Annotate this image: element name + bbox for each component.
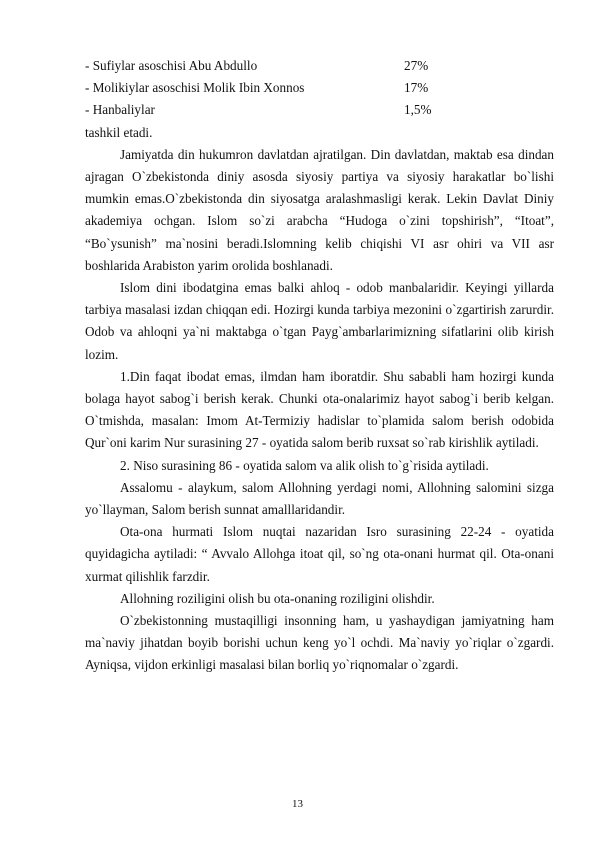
list-item xyxy=(85,55,554,77)
list-item-percent: 1,5% xyxy=(404,102,432,118)
paragraph: Jamiyatda din hukumron davlatdan ajratilgan. Din davlatdan, maktab esa dindan ajragan O`zbekistonda diniy asosda siyosiy partiya va siyosiy harakatlar bo`lishi mumkin emas.O`zbekistonda din siyosatga aralashmasligi kerak. Lekin Davlat Diniy akademiya ochgan. Islom so`zi arabcha “Hudoga o`zini topshirish”, “Itoat”, “Bo`ysunish” ma`nosini beradi.Islomning kelib chiqishi VI asr ohiri va VII asr boshlarida Arabiston yarim orolida boshlanadi. xyxy=(85,146,554,273)
paragraph: 1.Din faqat ibodat emas, ilmdan ham iboratdir. Shu sababli ham hozirgi kunda bolaga hayot sabog`i berish kerak. Chunki ota-onalarimiz hayot sabog`i berib kelgan. O`tmishda, masalan: Imom At-Termiziy hadislar to`plamida salom berish odobida Qur`oni karim Nur surasining 27 - oyatida salom berib ruxsat so`rab kirishlik aytiladi. xyxy=(85,368,554,451)
list-item-label: - Molikiylar asoschisi Molik Ibin Xonnos xyxy=(85,80,305,96)
paragraph: Ota-ona hurmati Islom nuqtai nazaridan Isro surasining 22-24 - oyatida quyidagicha aytiladi: “ Avvalo Allohga itoat qil, so`ng ota-onani hurmat qil. Ota-onani xurmat qilishlik farzdir. xyxy=(85,524,554,584)
madhab-percent-list xyxy=(85,55,554,122)
paragraph: O`zbekistonning mustaqilligi insonning ham, u yashaydigan jamiyatning ham ma`naviy jihatdan boyib borishi uchun keng yo`l ochdi. Ma`naviy yo`riqlar o`zgardi. Ayniqsa, vijdon erkinligi masalasi bilan borliq yo`riqnomalar o`zgardi. xyxy=(85,613,554,673)
page-number: 13 xyxy=(292,798,303,810)
list-item-label: - Hanbaliylar xyxy=(85,102,155,118)
paragraph: 2. Niso surasining 86 - oyatida salom va alik olish to`g`risida aytiladi. xyxy=(120,457,489,473)
paragraph: Islom dini ibodatgina emas balki ahloq - odob manbalaridir. Keyingi yillarda tarbiya masalasi izdan chiqqan edi. Hozirgi kunda tarbiya mezonini o`zgartirish zarurdir. Odob va ahloqni ya`ni maktabga o`tgan Payg`ambarlarimizning sifatlarini olib kirish lozim. xyxy=(85,279,554,362)
list-item-percent: 17% xyxy=(404,80,429,96)
paragraph: Allohning roziligini olish bu ota-onaning roziligini olishdir. xyxy=(120,590,435,606)
paragraph: Assalomu - alaykum, salom Allohning yerdagi nomi, Allohning salomini sizga yo`llayman, Salom berish sunnat amalllaridandir. xyxy=(85,479,554,518)
list-item-label: - Sufiylar asoschisi Abu Abdullo xyxy=(85,58,258,73)
list-item xyxy=(85,77,554,99)
list-item xyxy=(85,99,554,121)
list-tail-text: tashkil etadi. xyxy=(85,124,153,140)
document-page xyxy=(85,55,554,677)
list-item-percent: 27% xyxy=(404,58,429,73)
